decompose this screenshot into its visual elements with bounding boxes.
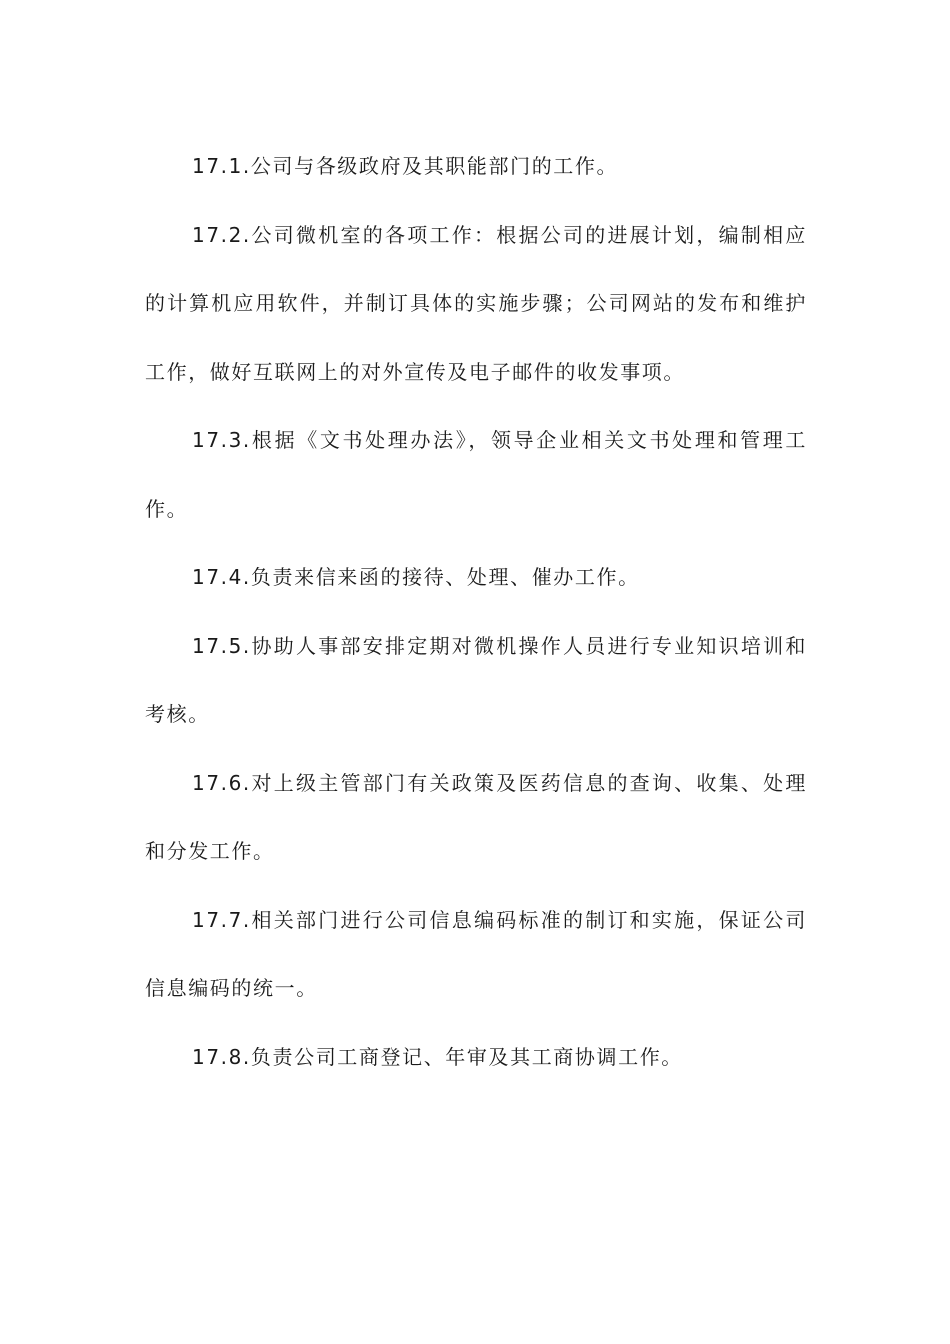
paragraph-17-4: 17.4.负责来信来函的接待、处理、催办工作。 — [192, 565, 640, 589]
document-body — [145, 132, 807, 1091]
paragraph-17-6: 17.6.对上级主管部门有关政策及医药信息的查询、收集、处理和分发工作。 — [145, 770, 807, 863]
paragraph-17-7: 17.7.相关部门进行公司信息编码标准的制订和实施，保证公司信息编码的统一。 — [145, 907, 807, 1000]
paragraph-17-5: 17.5.协助人事部安排定期对微机操作人员进行专业知识培训和考核。 — [145, 633, 807, 726]
paragraph-17-2: 17.2.公司微机室的各项工作：根据公司的进展计划，编制相应的计算机应用软件，并制订具体的实施步骤；公司网站的发布和维护工作，做好互联网上的对外宣传及电子邮件的收发事项。 — [145, 222, 807, 384]
paragraph-17-3: 17.3.根据《文书处理办法》，领导企业相关文书处理和管理工作。 — [145, 428, 807, 521]
paragraph-17-1: 17.1.公司与各级政府及其职能部门的工作。 — [192, 154, 619, 178]
paragraph-17-8: 17.8.负责公司工商登记、年审及其工商协调工作。 — [192, 1044, 683, 1069]
